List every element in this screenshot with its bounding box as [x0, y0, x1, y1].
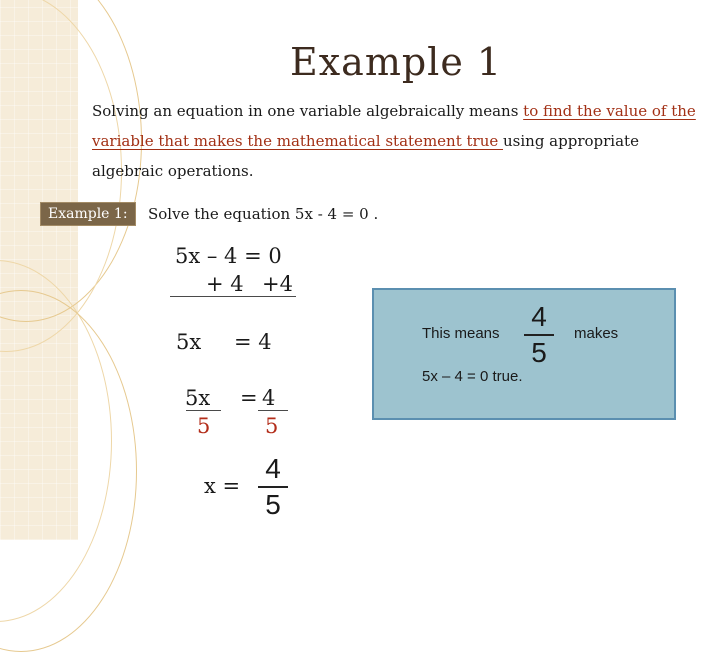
- divide-denominator-right: 5: [265, 414, 279, 438]
- add-four-right: +4: [262, 272, 293, 296]
- callout-box: [372, 288, 676, 420]
- sum-line: [170, 296, 296, 297]
- callout-numerator: 4: [531, 301, 547, 332]
- fraction-bar: [186, 410, 221, 411]
- divide-numerator-right: 4: [262, 386, 276, 410]
- fraction-bar: [258, 410, 288, 411]
- callout-denominator: 5: [531, 337, 547, 368]
- example-label: Example 1:: [40, 202, 136, 226]
- fraction-bar: [524, 334, 554, 336]
- intro-text-end: using appropriate algebraic operations.: [92, 132, 639, 180]
- x-equals: x =: [204, 474, 241, 498]
- answer-fraction: [258, 454, 288, 520]
- fraction-bar: [258, 486, 288, 488]
- simplified-right: = 4: [234, 330, 272, 354]
- add-four-left: + 4: [206, 272, 244, 296]
- problem-statement: Solve the equation 5x - 4 = 0 .: [148, 205, 379, 223]
- answer-numerator: 4: [265, 453, 281, 484]
- decorative-side-band: [0, 0, 78, 540]
- callout-fraction: [524, 302, 554, 368]
- slide-title: Example 1: [290, 40, 503, 84]
- intro-paragraph: [92, 96, 697, 186]
- divide-numerator-left: 5x: [185, 386, 211, 410]
- intro-highlight: to find the value of the variable that makes the mathematical statement true: [92, 102, 696, 150]
- intro-text: Solving an equation in one variable algebraically means: [92, 102, 524, 120]
- callout-suffix: makes: [574, 325, 619, 342]
- equation-line: 5x – 4 = 0: [175, 244, 282, 268]
- answer-denominator: 5: [265, 489, 281, 520]
- divide-equals: =: [240, 386, 258, 410]
- simplified-left: 5x: [176, 330, 202, 354]
- divide-denominator-left: 5: [197, 414, 211, 438]
- callout-conclusion: 5x – 4 = 0 true.: [422, 368, 523, 385]
- callout-prefix: This means: [422, 325, 500, 342]
